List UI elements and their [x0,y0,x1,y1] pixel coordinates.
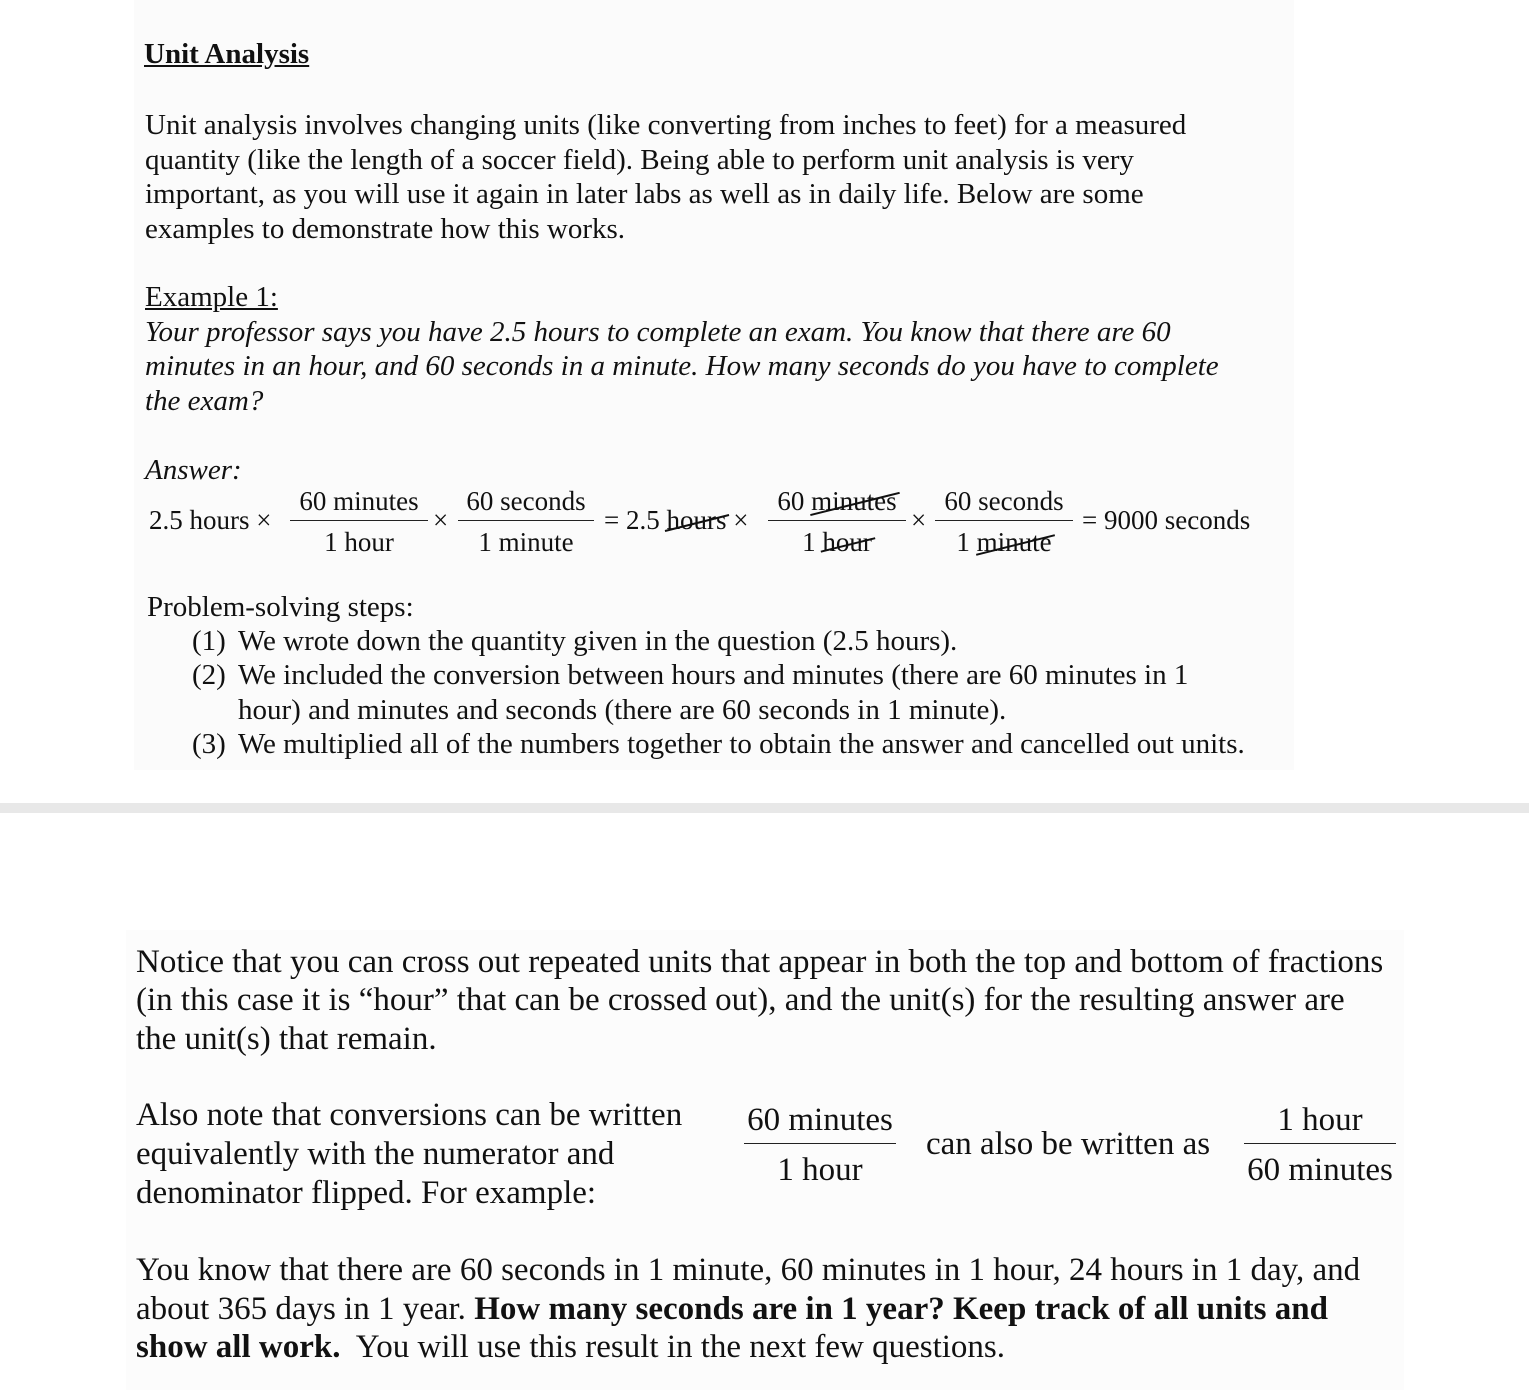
fraction-numerator: 60 minutes [747,1102,893,1138]
also-note-line: denominator flipped. For example: [136,1175,597,1211]
step-text: hour) and minutes and seconds (there are 60 seconds in 1 minute). [238,694,1007,726]
fraction-minutes-per-hour-example [744,1100,896,1190]
fraction-minutes-per-hour [290,484,428,559]
fraction-bar [768,520,906,521]
intro-line: examples to demonstrate how this works. [145,213,626,245]
step-text: We wrote down the quantity given in the question (2.5 hours). [238,625,958,657]
page-divider [0,803,1529,813]
fraction-numerator: 60 seconds [944,486,1064,516]
also-note-line: Also note that conversions can be written [136,1097,683,1133]
flip-middle-text: can also be written as [926,1126,1211,1162]
intro-line: Unit analysis involves changing units (like converting from inches to feet) for a measured [145,109,1187,141]
fraction-denominator [768,525,906,559]
example-heading: Example 1: [145,281,278,313]
fraction-bar [458,520,594,521]
equation-start: 2.5 hours × [149,505,272,535]
equation-result: = 9000 seconds [1082,505,1251,535]
number: 1 [802,527,816,557]
fraction-seconds-per-minute-cancelled [935,484,1073,559]
task-line [136,1290,1328,1329]
times-sign: × [733,505,749,535]
notice-line: Notice that you can cross out repeated units that appear in both the top and bottom of fractions [136,944,1384,980]
fraction-numerator [768,484,906,518]
answer-label: Answer: [145,454,242,486]
fraction-bar [290,520,428,521]
intro-line: quantity (like the length of a soccer field). Being able to perform unit analysis is very [145,144,1134,176]
step-text: We multiplied all of the numbers together to obtain the answer and cancelled out units. [238,728,1245,760]
question-line: minutes in an hour, and 60 seconds in a minute. How many seconds do you have to complete [145,350,1219,382]
fraction-bar [1244,1143,1396,1144]
times-sign: × [911,505,927,535]
crossed-unit: hours [666,505,727,535]
step-number: (3) [192,728,226,760]
fraction-numerator: 60 minutes [299,486,419,516]
notice-line: (in this case it is “hour” that can be crossed out), and the unit(s) for the resulting answer are [136,982,1345,1018]
intro-line: important, as you will use it again in later labs as well as in daily life. Below are some [145,178,1144,210]
fraction-bar [744,1143,896,1144]
step-number: (2) [192,659,226,691]
task-line [136,1328,1005,1367]
equals-value: = 2.5 [604,505,660,535]
fraction-denominator: 60 minutes [1247,1152,1393,1188]
fraction-denominator [935,525,1073,559]
fraction-seconds-per-minute [458,484,594,559]
fraction-bar [935,520,1073,521]
question-line: the exam? [145,385,264,417]
task-text: You will use this result in the next few questions. [340,1329,1006,1365]
times-sign: × [433,505,449,535]
also-note-line: equivalently with the numerator and [136,1136,615,1172]
fraction-numerator: 1 hour [1277,1102,1363,1138]
fraction-hour-per-minutes-example [1244,1100,1396,1190]
fraction-minutes-per-hour-cancelled [768,484,906,559]
step-number: (1) [192,625,226,657]
task-text: about 365 days in 1 year. [136,1291,475,1327]
task-line: You know that there are 60 seconds in 1 minute, 60 minutes in 1 hour, 24 hours in 1 day, and [136,1252,1361,1288]
number: 1 [956,527,970,557]
crossed-unit: minute [976,527,1052,557]
crossed-unit: hour [822,527,872,557]
fraction-denominator: 1 hour [777,1152,863,1188]
number: 60 [777,486,805,516]
question-line: Your professor says you have 2.5 hours to complete an exam. You know that there are 60 [145,316,1171,348]
crossed-unit: minutes [811,486,897,516]
fraction-denominator: 1 minute [478,527,574,557]
step-text: We included the conversion between hours and minutes (there are 60 minutes in 1 [238,659,1189,691]
steps-heading: Problem-solving steps: [147,591,414,623]
fraction-numerator: 60 seconds [466,486,586,516]
task-emphasis: How many seconds are in 1 year? Keep track of all units and [474,1291,1328,1327]
fraction-denominator: 1 hour [324,527,394,557]
task-emphasis: show all work. [136,1329,341,1365]
equation-middle [604,505,748,536]
notice-line: the unit(s) that remain. [136,1021,437,1057]
page-title: Unit Analysis [144,38,310,70]
